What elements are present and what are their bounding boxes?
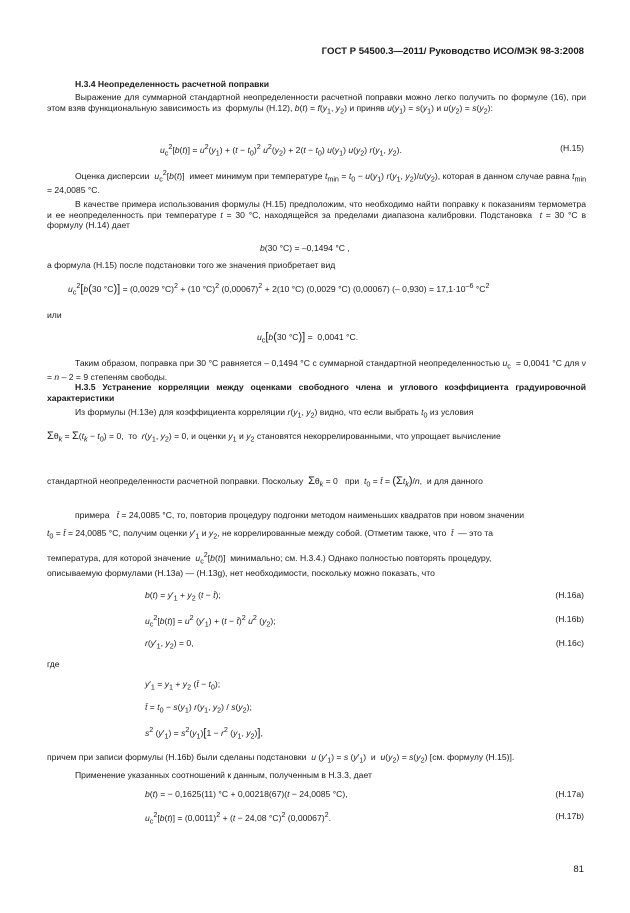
formula-h16c: $r(y'_1$, $y_2) = 0$, — [145, 638, 194, 651]
where-formula-s2: $s^2$ $(y'_1) = s^2(y_1)[1 - r^2$ ($y_1$, $y_2$)], — [145, 726, 263, 741]
paragraph-h35-e: $t_0$ = t̄ = 24,0085 °С, получим оценки $y'_1$ и $y_2$, не коррелированные между собой. (Отметим также, что t̄ — это та — [47, 528, 493, 541]
equation-u-b30: $u_c[b(30$ °С)] = 0,0041 °С. — [257, 331, 359, 345]
paragraph-substitution: а формула (Н.15) после подстановки того же значения приобретает вид — [47, 260, 336, 270]
paragraph-example-30c: В качестве примера использования формулы (Н.15) предположим, что необходимо найти поправку к показаниям термометра и ее неопределенность при температуре t = 30 °С, находящейся за пределами диапазона калибровки. Подстановка t = 30 °С в формулу (Н.14) дает — [47, 199, 587, 231]
paragraph-substitutions: причем при записи формулы (Н.16b) были сделаны подстановки u $(y'_1) = s$ $(y'_1)$ и $u(y_2) = s(y_2)$ [см. формулу (Н.15)]. — [47, 752, 515, 765]
heading-h34: Н.3.4 Неопределенность расчетной поправки — [75, 79, 270, 89]
formula-number-h17a: (Н.17а) — [555, 789, 584, 799]
paragraph-variance-minimum: Оценка дисперсии $u_c^2[b(t)]$ имеет минимум при температуре $t_{min} = t_0 - u(y_1)$ $r(y_1$, $y_2)/u(y_2)$, которая в данном случае равна $t_{min} = 24,0085$ °С. — [47, 169, 587, 195]
paragraph-h35-d: примера t̄ = 24,0085 °С, то, повторив процедуру подгонки методом наименьших квадратов при новом значении — [75, 510, 525, 520]
heading-h35: Н.3.5 Устранение корреляции между оценками свободного члена и углового коэффициента градуировочной характеристики — [47, 382, 586, 403]
paragraph-h35-g: описываемую формулами (Н.13а) — (Н.13g), нет необходимости, поскольку можно показать, что — [47, 568, 435, 578]
formula-h16a: $b(t) = y'_1 + y_2$ (t − t̄); — [145, 590, 221, 603]
formula-h17b: $u_c^2[b(t)] = (0,0011)^2 + (t - 24,08$ °С)$^2$ $(0,00067)^2$. — [145, 811, 331, 826]
paragraph-h35-a: Из формулы (Н.13е) для коэффициента корреляции $r(y_1$, $y_2$) видно, что если выбрать $t_0$ из условия — [75, 407, 474, 420]
running-header: ГОСТ Р 54500.3—2011/ Руководство ИСО/МЭК 98-3:2008 — [321, 46, 584, 57]
formula-number-h15: (Н.15) — [560, 143, 584, 153]
paragraph-conclusion-h34: Таким образом, поправка при 30 °С равняется – 0,1494 °С с суммарной стандартной неопределенностью $u_c = 0,0041$ °С для ν = n – 2 = 9 степеням свободы. — [47, 358, 586, 382]
formula-number-h16b: (Н.16b) — [555, 614, 584, 624]
word-where: где — [47, 659, 60, 669]
formula-number-h16a: (Н.16а) — [555, 590, 584, 600]
formula-number-h17b: (Н.17b) — [555, 811, 584, 821]
formula-h16b: $u_c^2[b(t)] = u^2$ $(y'_1) + (t$ − t̄)$^2$ $u^2$ $(y_2)$; — [145, 614, 276, 629]
word-or: или — [47, 310, 62, 320]
page-number: 81 — [573, 864, 584, 875]
paragraph-application: Применение указанных соотношений к данным, полученным в Н.3.3, дает — [75, 770, 372, 780]
equation-u2-b30: $u_c^2[b(30$ °С)] = (0,0029 °С)$^2$ + (10 °С)$^2$ $(0,00067)^2 + 2(10$ °С) (0,0029 °С) (0,00067) (– $0,930) = 17,1\cdot 10^{-6}$ $^\circ С^2$ — [68, 282, 490, 297]
paragraph-h35-f: температура, для которой значение $u_c^2[b(t)]$ минимально; см. Н.3.4.) Однако полностью повторять процедуру, — [47, 551, 492, 566]
paragraph-h35-b: $\Sigma\theta_k = \Sigma(t_k - t_0) = 0$, то $r(y_1$, $y_2) = 0$, и оценки $y_1$ и $y_2$ становятся некоррелированными, что упрощает вычисление — [47, 430, 501, 444]
equation-b30: b(30 °С) = –0,1494 °С , — [260, 243, 350, 253]
formula-number-h16c: (Н.16с) — [555, 638, 584, 648]
paragraph-h34-intro: Выражение для суммарной стандартной неопределенности расчетной поправки можно легко получить по формуле (16), при этом взяв функциональную зависимость из формулы (Н.12), $b(t) = f(y_1$, $y_2$) и приняв $u(y_1) = s(y_1)$ и $u(y_2) = s(y_2)$: — [47, 92, 586, 116]
where-formula-tbar: t̄ = $t_0 - s(y_1)$ $r(y_1$, $y_2) / s(y_2)$; — [145, 702, 252, 715]
paragraph-h35-c: стандартной неопределенности расчетной поправки. Поскольку $\Sigma\theta_k = 0$ при $t_0$ = t̄ = $(\Sigma t_k)/n$, и для данного — [47, 475, 483, 489]
where-formula-y1prime: $y'_1 = y_1 + y_2$ (t̄ − $t_0$); — [145, 679, 221, 692]
formula-h17a: b(t) = − 0,1625(11) °С + 0,00218(67)(t − 24,0085 °С), — [145, 789, 348, 799]
formula-h15: $u_c^2[b(t)] = u^2(y_1) + (t - t_0)^2$ $u^2(y_2) + 2(t - t_0)$ $u(y_1)$ $u(y_2)$ $r(y_1$, $y_2$). — [160, 143, 402, 158]
